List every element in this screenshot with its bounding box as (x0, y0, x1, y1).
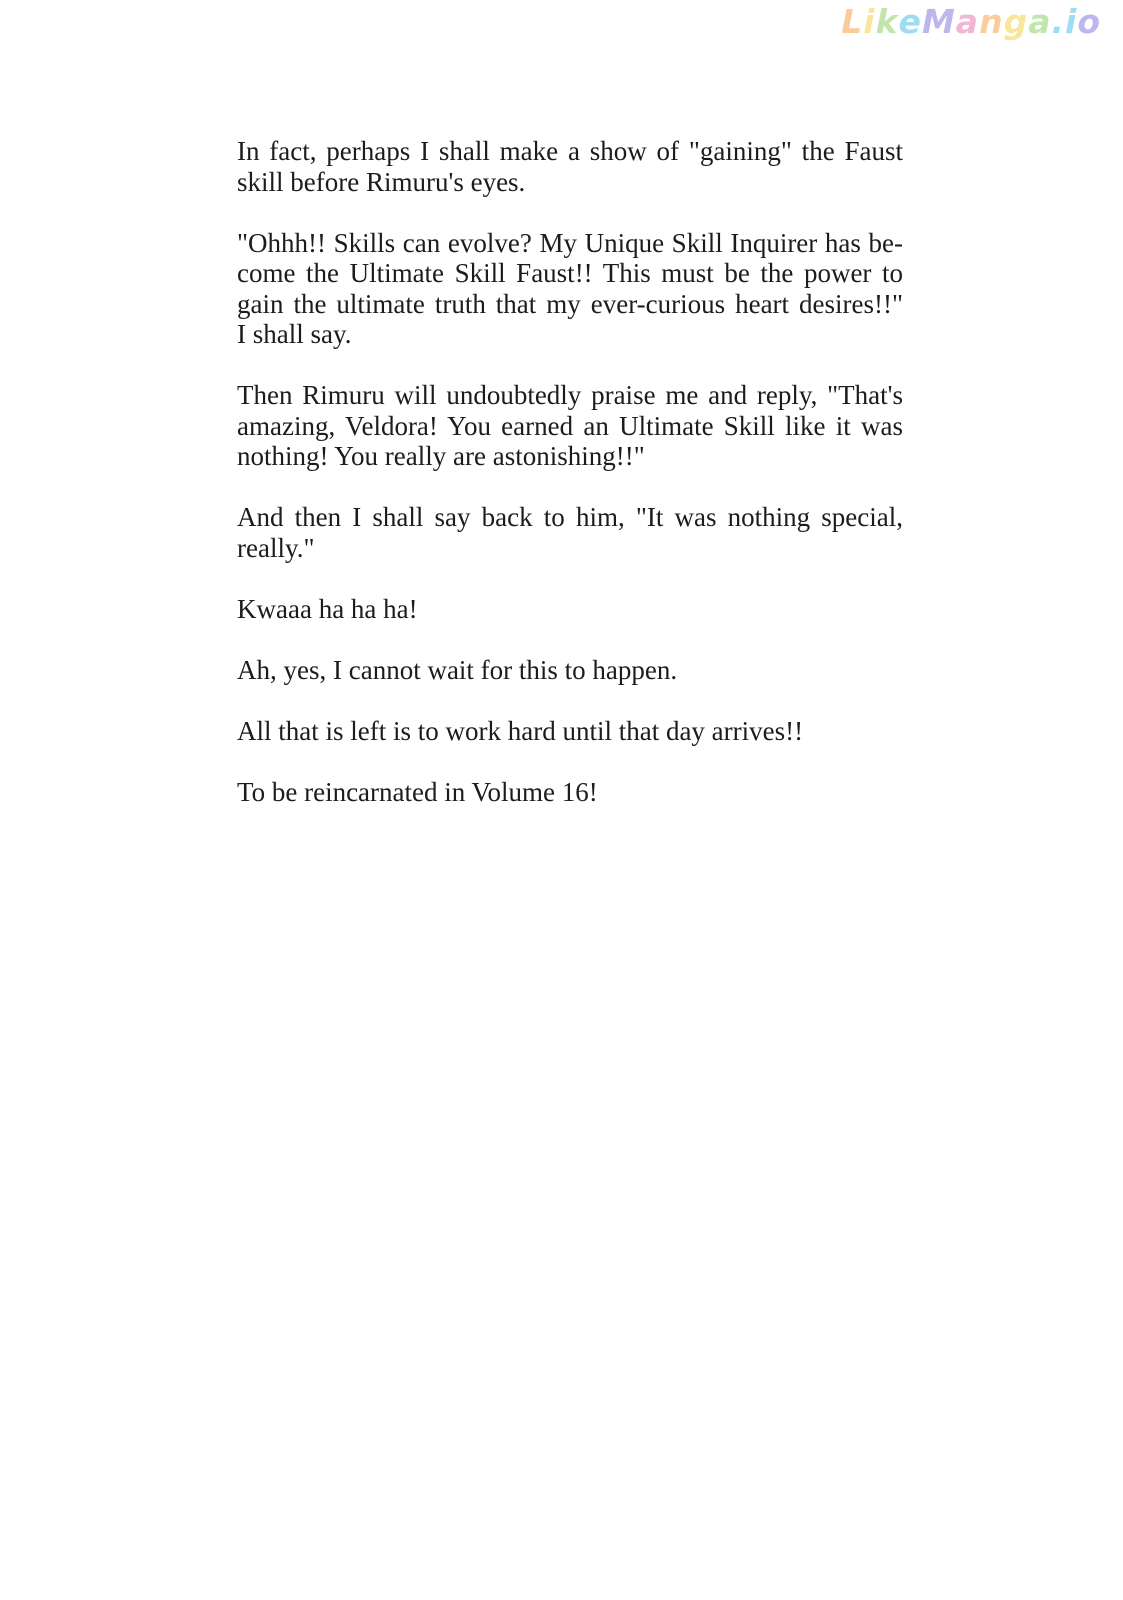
text-line: Then Rimuru will undoubtedly praise me and reply, "That's (237, 380, 903, 410)
text-line: To be reincarnated in Volume 16! (237, 776, 598, 807)
text-line: Kwaaa ha ha ha! (237, 593, 418, 624)
text-line: nothing! You really are astonishing!!" (237, 441, 645, 471)
text-line: amazing, Veldora! You earned an Ultimate Skill like it was (237, 410, 903, 441)
text-line: I shall say. (237, 319, 352, 349)
text-line: Ah, yes, I cannot wait for this to happen. (237, 654, 678, 685)
text-line: skill before Rimuru's eyes. (237, 166, 526, 197)
text-line: really." (237, 532, 315, 563)
paragraph-3 (237, 380, 903, 472)
paragraph-6 (237, 655, 903, 686)
paragraph-4 (237, 502, 903, 563)
text-line: come the Ultimate Skill Faust!! This must be the power to (237, 258, 903, 288)
page-body-text (237, 136, 903, 838)
text-line: In fact, perhaps I shall make a show of "gaining" the Faust (237, 136, 903, 166)
paragraph-5 (237, 594, 903, 625)
text-line: "Ohhh!! Skills can evolve? My Unique Skill Inquirer has be- (237, 227, 903, 258)
text-line: gain the ultimate truth that my ever-curious heart desires!!" (237, 288, 903, 319)
site-watermark-logo: LikeManga.io (841, 2, 1101, 41)
paragraph-2 (237, 228, 903, 350)
paragraph-8 (237, 777, 903, 808)
paragraph-7 (237, 716, 903, 747)
text-line: All that is left is to work hard until that day arrives!! (237, 715, 804, 746)
paragraph-1 (237, 136, 903, 197)
text-line: And then I shall say back to him, "It was nothing special, (237, 502, 903, 532)
